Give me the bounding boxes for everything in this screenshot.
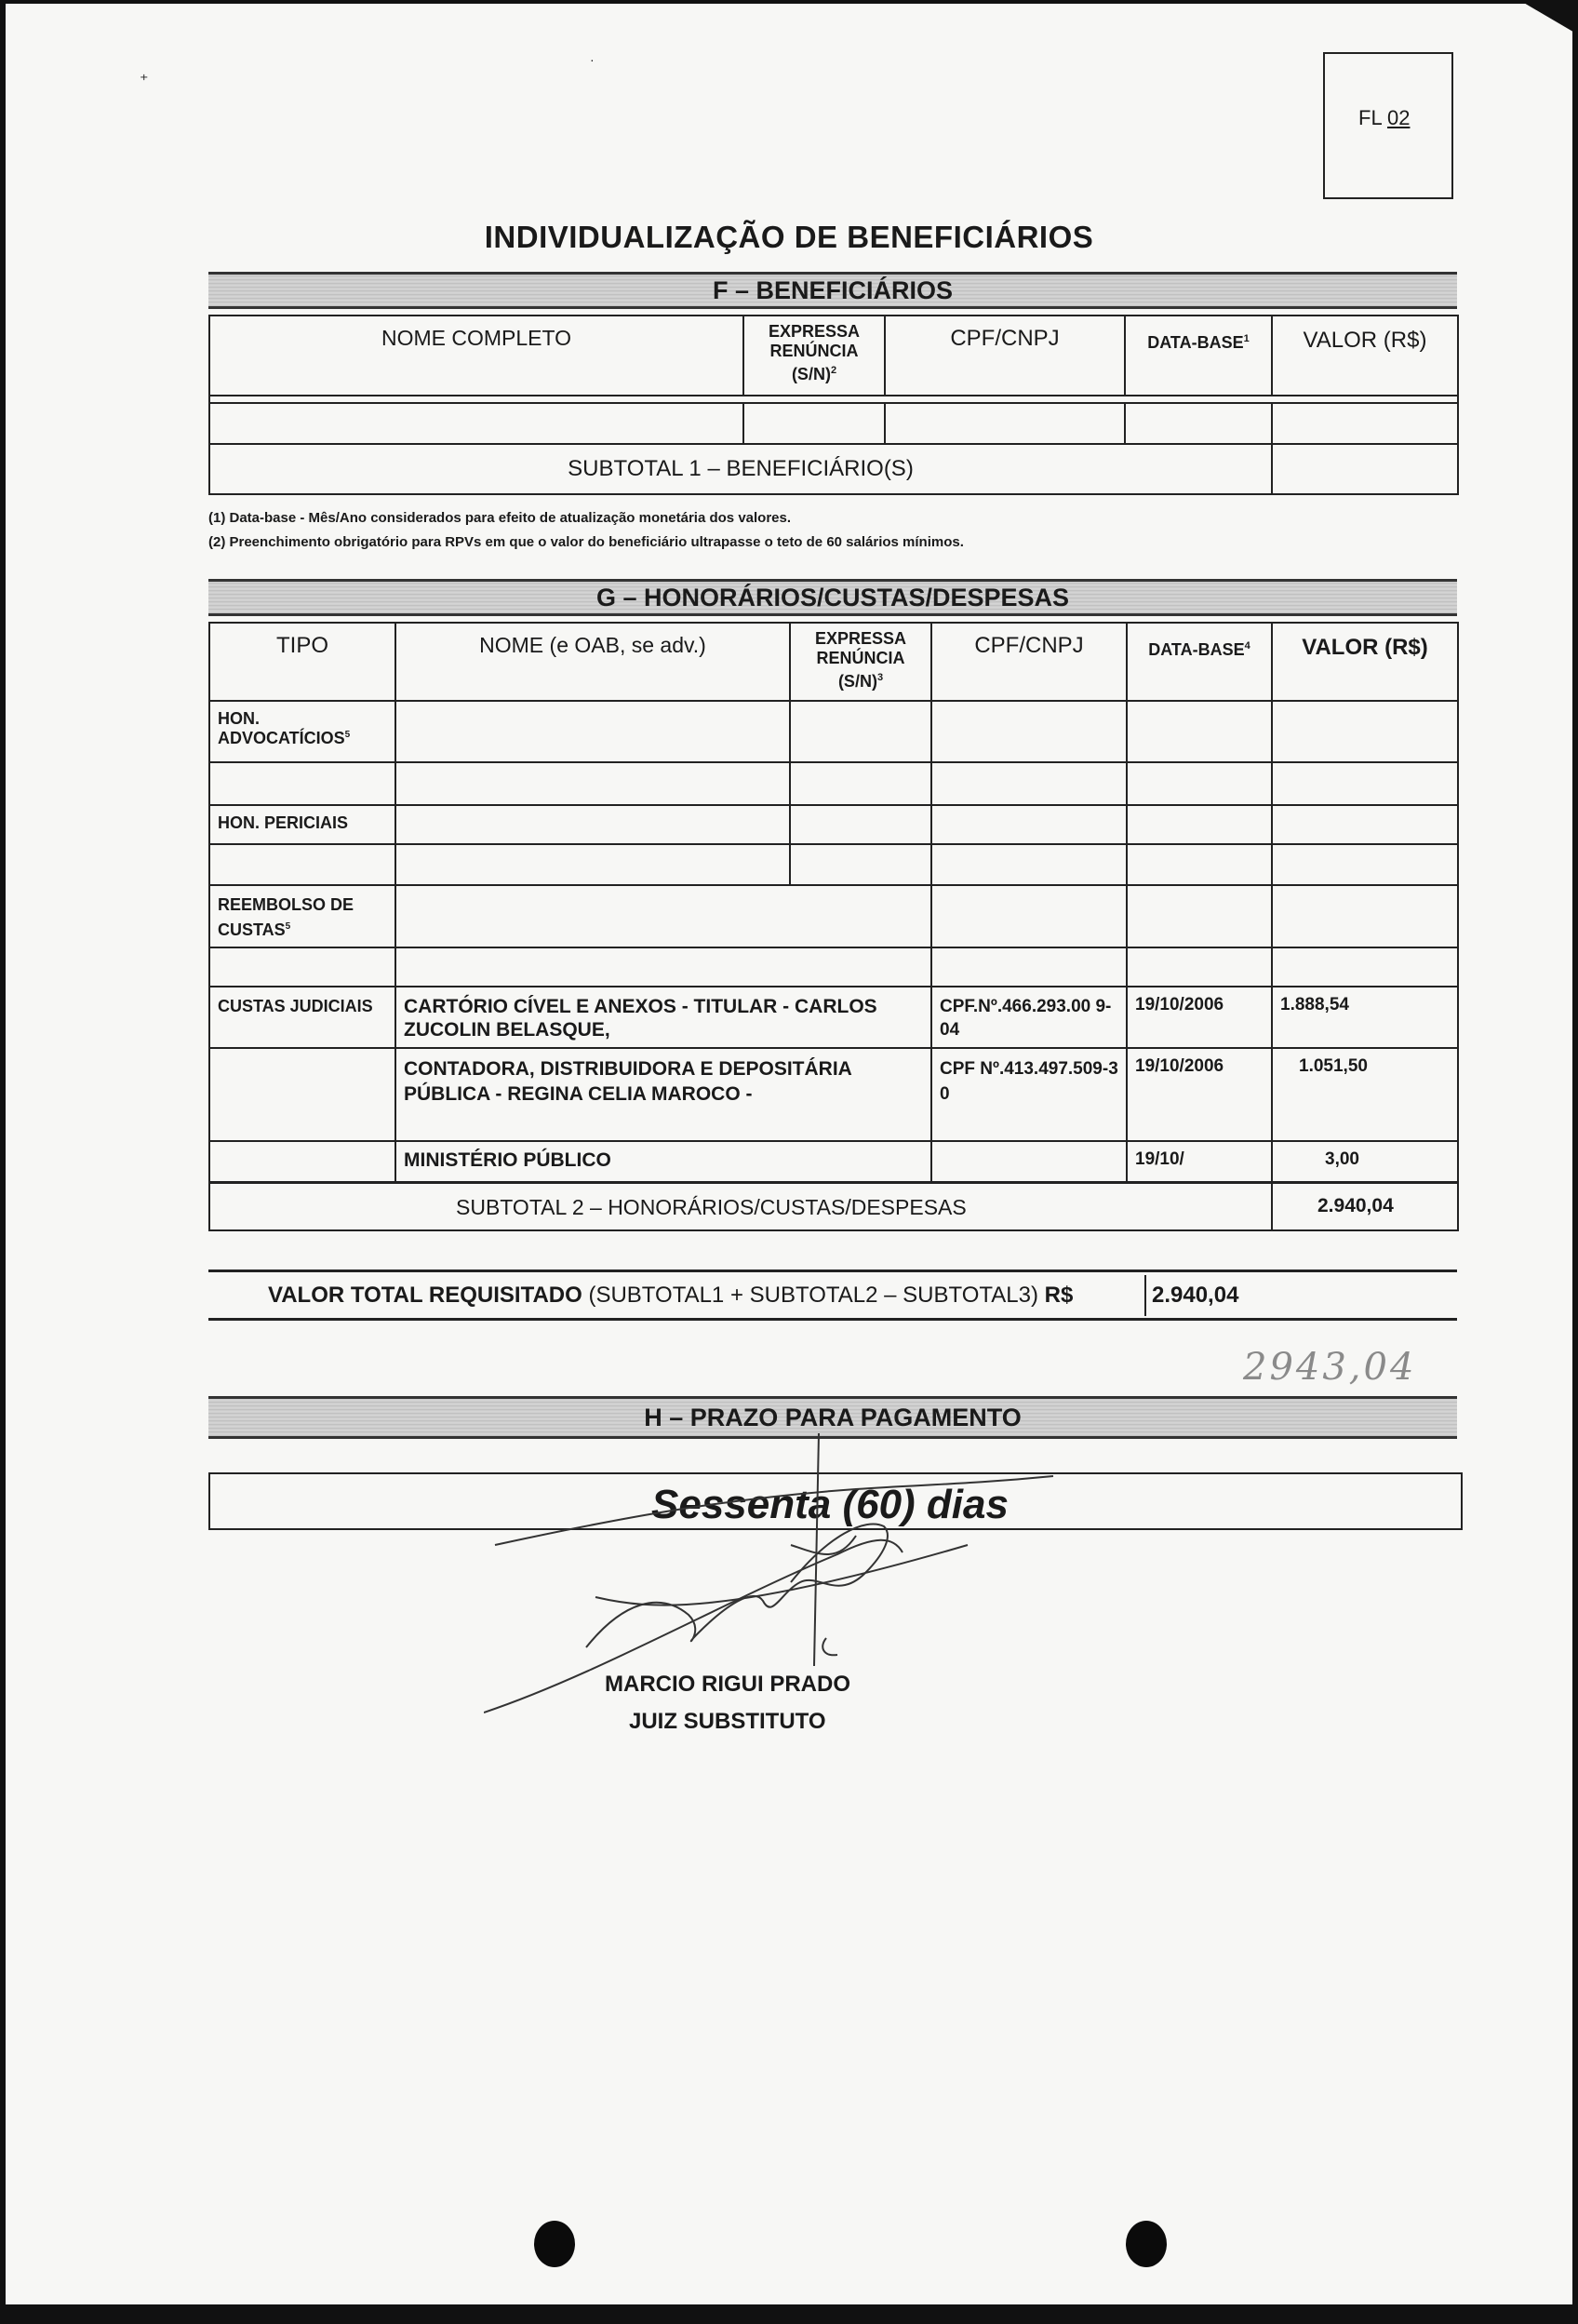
type-hon-periciais: HON. PERICIAIS [209,805,395,844]
col-header-cpf: CPF/CNPJ [885,316,1125,396]
total-divider [1144,1275,1146,1316]
handwritten-correction: 2943,04 [1243,1346,1417,1389]
footnote-1: (1) Data-base - Mês/Ano considerados para efeito de atualização monetária dos valores. [208,510,792,526]
empty-cell [209,762,395,805]
empty-cell [790,701,931,762]
signatory-role: JUIZ SUBSTITUTO [629,1709,826,1734]
punch-hole-right [1126,2221,1167,2267]
cost-row-name: MINISTÉRIO PÚBLICO [395,1141,931,1182]
subtotal-2-label: SUBTOTAL 2 – HONORÁRIOS/CUSTAS/DESPESAS [209,1182,1272,1230]
empty-cell [931,701,1127,762]
col-header-valor: VALOR (R$) [1272,623,1458,701]
folio-label: FL 02 [1358,106,1411,129]
empty-cell [395,701,790,762]
scan-mark: ⁺ [140,71,149,89]
col-header-database: DATA-BASE$^4$ [1127,623,1272,701]
beneficiary-name-cell [209,403,743,444]
empty-cell [790,762,931,805]
empty-cell [931,885,1127,947]
total-rule-top [208,1269,1457,1272]
cost-row-cpf: CPF Nº.413.497.509-30 [931,1048,1127,1141]
cost-row-value: 1.888,54 [1272,987,1458,1048]
cost-row-name: CARTÓRIO CÍVEL E ANEXOS - TITULAR - CARLOS ZUCOLIN BELASQUE, [395,987,931,1048]
section-h-header: H – PRAZO PARA PAGAMENTO [208,1396,1457,1439]
cost-row-value: 3,00 [1272,1141,1458,1182]
cost-row-date: 19/10/ [1127,1141,1272,1182]
empty-cell [1127,844,1272,885]
folio-box [1323,52,1453,199]
empty-cell [790,805,931,844]
empty-cell [1272,805,1458,844]
empty-cell [931,762,1127,805]
subtotal-1-value [1272,444,1458,494]
cost-row-date: 19/10/2006 [1127,987,1272,1048]
beneficiary-renuncia-cell [743,403,885,444]
type-reembolso-custas: REEMBOLSO DE CUSTAS$^5$ [209,885,395,947]
col-header-cpf: CPF/CNPJ [931,623,1127,701]
empty-cell [1127,762,1272,805]
col-header-tipo: TIPO [209,623,395,701]
empty-cell [395,805,790,844]
col-header-renuncia: EXPRESSA RENÚNCIA $(S/N)^3$ [790,623,931,701]
empty-cell [1272,885,1458,947]
subtotal-1-label: SUBTOTAL 1 – BENEFICIÁRIO(S) [209,444,1272,494]
total-requested-row [208,1275,1457,1316]
type-hon-advocaticios: HON. ADVOCATÍCIOS$^5$ [209,701,395,762]
section-g-header: G – HONORÁRIOS/CUSTAS/DESPESAS [208,579,1457,616]
empty-cell [1127,885,1272,947]
empty-cell [395,885,931,947]
empty-cell [1272,947,1458,987]
empty-cell [209,1141,395,1182]
col-header-nome-oab: NOME (e OAB, se adv.) [395,623,790,701]
col-header-nome: NOME COMPLETO [209,316,743,396]
page-title: INDIVIDUALIZAÇÃO DE BENEFICIÁRIOS [484,220,1094,254]
footnote-2: (2) Preenchimento obrigatório para RPVs em que o valor do beneficiário ultrapasse o teto de 60 salários mínimos. [208,534,964,550]
beneficiaries-table [208,315,1459,495]
cost-row-value: 1.051,50 [1272,1048,1458,1141]
total-value: 2.940,04 [1152,1283,1239,1308]
empty-cell [1272,762,1458,805]
punch-hole-left [534,2221,575,2267]
empty-cell [1272,844,1458,885]
total-rule-bottom [208,1318,1457,1321]
subtotal-2-value: 2.940,04 [1272,1182,1458,1230]
cost-row-name: CONTADORA, DISTRIBUIDORA E DEPOSITÁRIA PÚBLICA - REGINA CELIA MAROCO - [395,1048,931,1141]
fees-costs-table [208,622,1459,1231]
cost-row-date: 19/10/2006 [1127,1048,1272,1141]
cost-row-cpf [931,1141,1127,1182]
empty-cell [1272,701,1458,762]
scan-mark: · [590,52,595,67]
beneficiary-database-cell [1125,403,1272,444]
col-header-renuncia: EXPRESSA RENÚNCIA $(S/N)^2$ [743,316,885,396]
beneficiary-cpf-cell [885,403,1125,444]
empty-cell [395,947,931,987]
cost-row-cpf: CPF.Nº.466.293.00 9-04 [931,987,1127,1048]
empty-cell [395,762,790,805]
empty-cell [931,947,1127,987]
empty-cell [209,844,395,885]
col-header-valor: VALOR (R$) [1272,316,1458,396]
empty-cell [209,1048,395,1141]
empty-cell [209,947,395,987]
section-f-header: F – BENEFICIÁRIOS [208,272,1457,309]
empty-cell [395,844,790,885]
empty-cell [1127,701,1272,762]
empty-cell [790,844,931,885]
type-custas-judiciais: CUSTAS JUDICIAIS [209,987,395,1048]
col-header-database: DATA-BASE$^1$ [1125,316,1272,396]
payment-term-text: Sessenta (60) dias [651,1482,1009,1527]
empty-cell [1127,805,1272,844]
empty-cell [931,844,1127,885]
total-label: VALOR TOTAL REQUISITADO (SUBTOTAL1 + SUBTOTAL2 – SUBTOTAL3) R$ [268,1283,1074,1308]
empty-cell [931,805,1127,844]
beneficiary-valor-cell [1272,403,1458,444]
signatory-name: MARCIO RIGUI PRADO [605,1672,850,1697]
empty-cell [1127,947,1272,987]
